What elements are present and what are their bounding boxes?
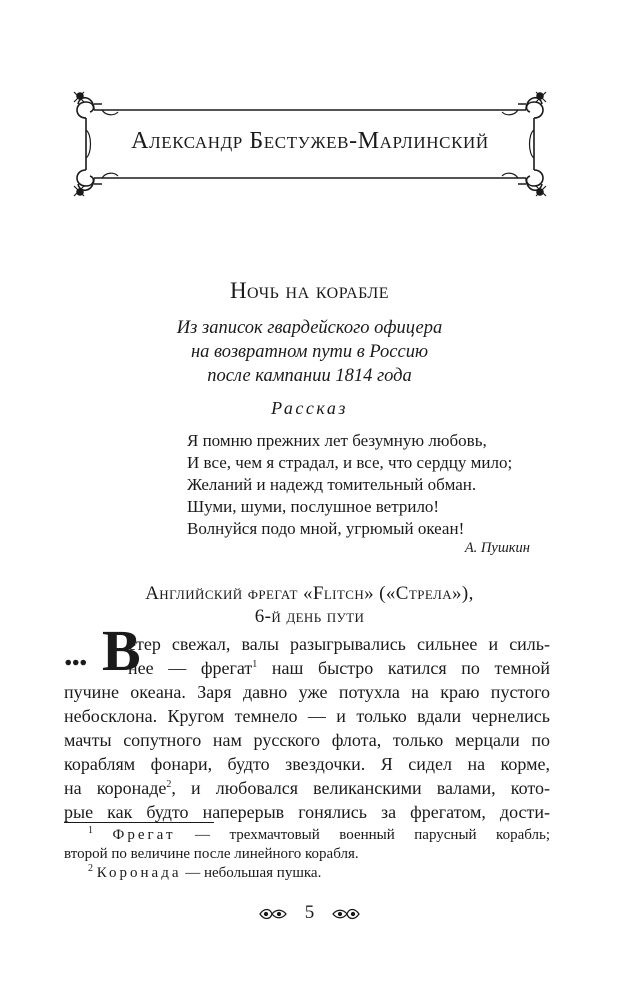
footnote-continuation: второй по величине после линейного корабля. [64,846,359,862]
fleuron-right-icon [331,906,361,922]
work-title: Ночь на корабле [229,278,390,303]
epigraph-line: Я помню прежних лет безумную любовь, [187,431,487,450]
subtitle-line: после кампании 1814 года [207,366,412,386]
footnote-text: — трехмачтовый военный парусный корабль; [175,827,550,843]
work-subtitle [0,316,619,388]
author-header-frame [72,90,548,198]
chapter-heading [0,582,619,628]
epigraph-line: Шуми, шуми, послушное ветрило! [187,497,440,516]
body-line: мачты сопутного нам русского флота, только мерцали по [64,730,550,750]
body-line: етер свежал, валы разыгрывались сильнее и силь- [128,634,550,654]
body-line: небосклона. Кругом темнело — и только вдали чернелись [64,706,550,726]
footnote-text: — небольшая пушка. [181,865,322,881]
footnote-term: Коронада [96,865,182,881]
body-text-span: , и любовался великанскими валами, кото- [171,778,550,798]
footnote-number: 1 [88,825,93,836]
footnote-number: 2 [88,863,93,874]
body-text [64,618,551,824]
subtitle-line: на возвратном пути в Россию [190,342,429,362]
chapter-heading-line: 6-й день пути [254,606,365,627]
chapter-heading-line: Английский фрегат «Flitch» («Стрела»), [145,583,474,604]
epigraph-author: А. Пушкин [464,540,530,556]
epigraph-line: Волнуйся подо мной, угрюмый океан! [187,519,465,538]
footnote-ref[interactable]: 1 [252,659,258,670]
body-line: кораблям фонари, будто звездочки. Я сидел на корме, [64,754,550,774]
body-text-span: нее — фрегат [128,658,253,678]
body-line [64,776,550,800]
footnote-term: Фрегат [112,827,176,843]
body-line: пучине океана. Заря давно уже потухла на краю пустого [64,682,550,702]
footnote-rule [64,822,214,823]
subtitle-line: Из записок гвардейского офицера [176,318,443,338]
body-text-span: на коронаде [64,778,167,798]
drop-cap-ellipsis: ... [64,636,87,673]
epigraph [187,430,547,540]
page-footer [0,902,619,924]
body-line: рые как будто наперерыв гонялись за фрегатом, дости- [64,802,550,822]
footnotes [64,826,550,883]
drop-cap-letter: В [102,618,141,683]
epigraph-line: И все, чем я страдал, и все, что сердцу мило; [187,453,513,472]
footnote-ref[interactable]: 2 [166,779,172,790]
body-text-span: наш быстро катился по темной [257,658,551,678]
fleuron-left-icon [258,906,288,922]
footnote [64,864,550,883]
footnote [64,826,550,845]
page-number: 5 [304,902,315,923]
work-genre: Рассказ [271,398,348,418]
author-name: Александр Бестужев-Марлинский [131,128,489,154]
epigraph-line: Желаний и надежд томительный обман. [187,475,477,494]
